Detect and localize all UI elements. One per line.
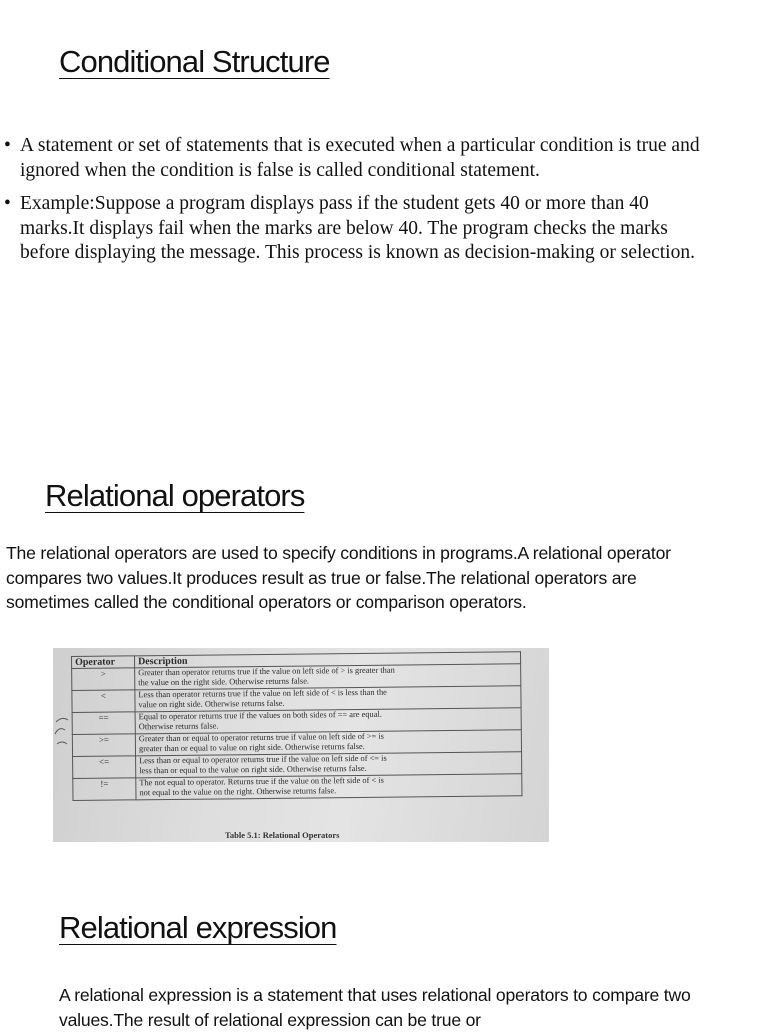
relational-expression-paragraph: A relational expression is a statement that uses relational operators to compare two values.The result of relational expression can be true or <box>59 985 691 1030</box>
description-line: Otherwise returns false. <box>138 721 219 732</box>
description-line: Less than or equal to operator returns true if the value on left side of <= is <box>139 753 387 766</box>
bullet-icon: • <box>4 193 11 214</box>
description-line: Greater than or equal to operator returns true if value on left side of >= is <box>138 731 384 744</box>
list-item <box>4 192 704 266</box>
description-line: value on right side. Otherwise returns false. <box>138 699 285 710</box>
description-line: The not equal to operator. Returns true if the value on the left side of < is <box>139 775 384 788</box>
relational-operators-paragraph: The relational operators are used to specify conditions in programs.A relational operator compares two values.It produces result as true or false.The relational operators are sometimes called the conditional operators or comparison operators. <box>6 543 671 613</box>
operator-cell: > <box>72 668 135 691</box>
operator-cell: <= <box>73 756 136 779</box>
description-line: the value on the right side. Otherwise returns false. <box>138 676 310 688</box>
relational-operators-table-photo <box>53 648 549 842</box>
operator-cell: == <box>72 712 135 735</box>
column-header-operator: Operator <box>72 656 135 669</box>
operator-cell: < <box>72 690 135 713</box>
operator-cell: >= <box>72 734 135 757</box>
bullet-icon: • <box>4 135 11 156</box>
bullet-text: A statement or set of statements that is executed when a particular condition is true and ignored when the condition is false is called conditional statement. <box>20 135 700 181</box>
description-line: not equal to the value on the right. Otherwise returns false. <box>139 786 337 798</box>
description-cell <box>136 774 522 800</box>
description-line: Equal to operator returns true if the values on both sides of == are equal. <box>138 709 382 722</box>
description-line: Less than operator returns true if the value on left side of < is less than the <box>138 687 387 700</box>
relational-operators-heading: Relational operators <box>45 478 305 513</box>
operator-cell: != <box>73 778 136 801</box>
table-row <box>73 774 522 801</box>
table-caption: Table 5.1: Relational Operators <box>225 830 340 840</box>
description-line: greater than or equal to value on right side. Otherwise returns false. <box>138 742 365 754</box>
conditional-bullet-list <box>4 134 704 275</box>
conditional-structure-heading: Conditional Structure <box>59 44 330 79</box>
operators-table <box>71 651 522 801</box>
description-line: less than or equal to the value on right side. Otherwise returns false. <box>139 764 367 776</box>
description-line: Greater than operator returns true if the value on left side of > is greater than <box>138 665 395 678</box>
relational-expression-heading: Relational expression <box>59 910 337 945</box>
bullet-text: Example:Suppose a program displays pass if the student gets 40 or more than 40 marks.It displays fail when the marks are below 40. The program checks the marks before displaying the message. This process is known as decision-making or selection. <box>20 193 695 263</box>
list-item <box>4 134 704 183</box>
column-header-description: Description <box>135 652 521 668</box>
